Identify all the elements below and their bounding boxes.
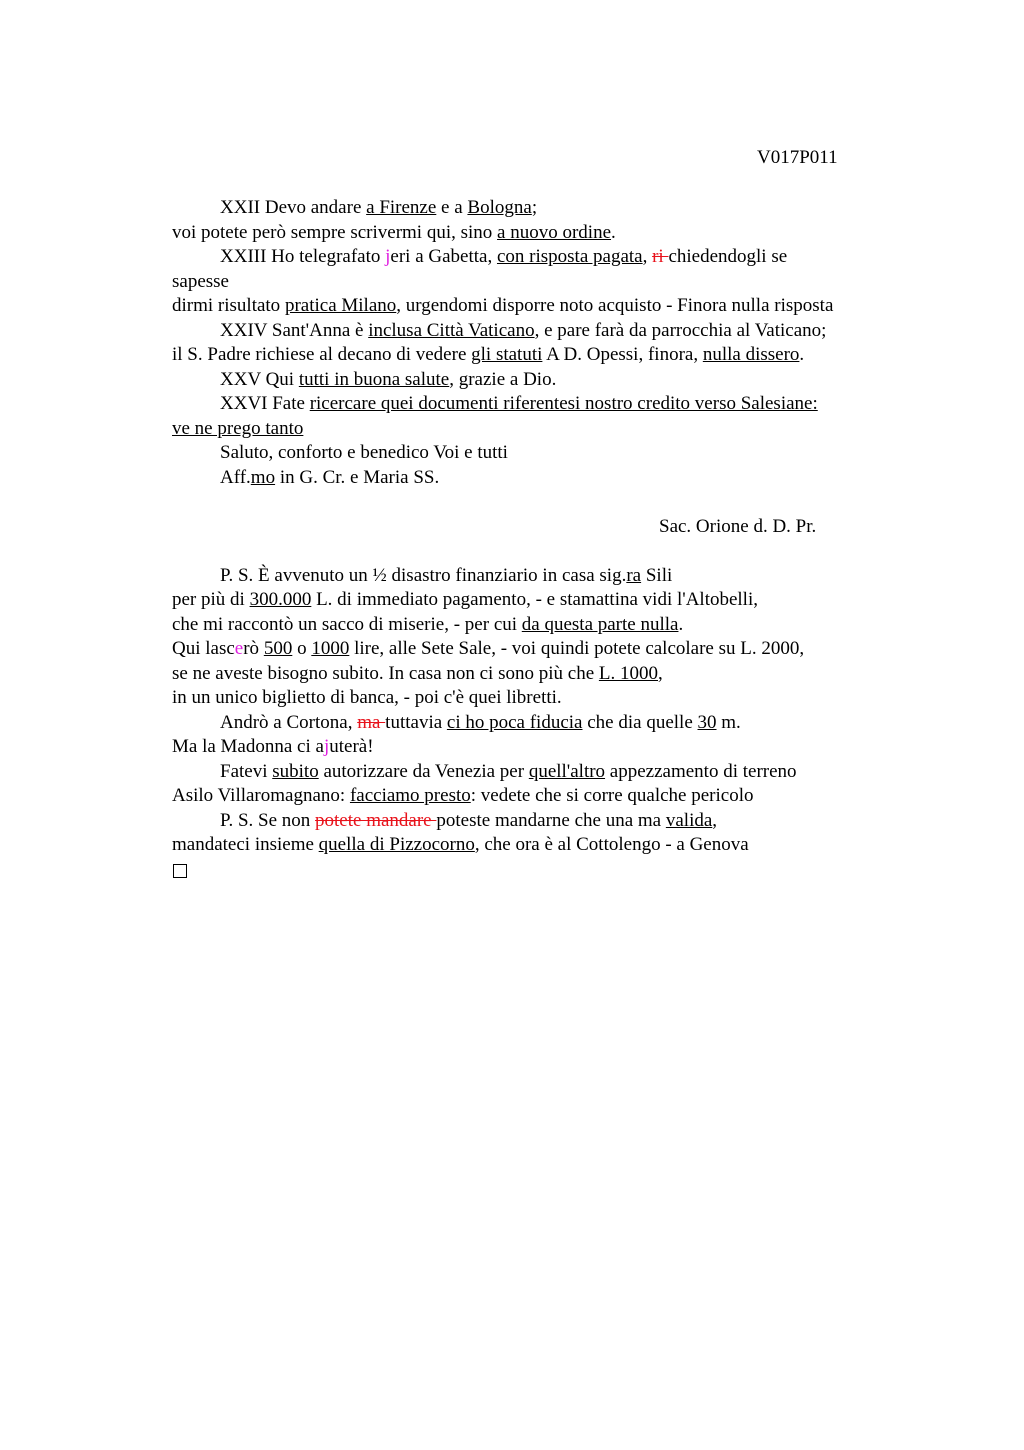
text-segment: che dia quelle: [582, 711, 698, 733]
paragraph-xxii: [172, 196, 902, 221]
text-segment: XXIII Ho telegrafato: [220, 246, 386, 267]
text-segment: eri a Gabetta,: [390, 246, 497, 267]
end-marker-line: [172, 858, 902, 883]
text-segment: che mi raccontò un sacco di miserie, - per cui: [172, 613, 522, 635]
text-segment: voi potete però sempre scrivermi qui, sino: [172, 221, 498, 243]
signature: [172, 515, 902, 540]
text-segment: XXII Devo andare: [220, 197, 367, 218]
underlined-text: 500: [263, 638, 293, 659]
underlined-text: subito: [272, 760, 319, 782]
text-segment: ,: [658, 662, 663, 684]
text-line: [172, 686, 902, 711]
text-segment: il S. Padre richiese al decano di vedere: [172, 344, 472, 365]
text-segment: , grazie a Dio.: [449, 368, 557, 390]
text-segment: in G. Cr. e Maria SS.: [275, 466, 440, 488]
text-segment: , e pare farà da parrocchia al Vaticano;: [534, 319, 827, 341]
text-segment: XXIV Sant'Anna è: [220, 319, 369, 341]
text-line: [172, 613, 902, 638]
text-line: [172, 637, 902, 662]
text-segment: lire, alle Sete Sale, - voi quindi potete calcolare su L. 2000,: [349, 638, 805, 659]
postscript-1: [172, 564, 902, 589]
text-line: [172, 833, 902, 858]
text-segment: se ne aveste bisogno subito. In casa non ci sono più che: [172, 662, 599, 684]
paragraph-xxiv: [172, 319, 902, 344]
underlined-text: quella di Pizzocorno: [318, 834, 475, 855]
underlined-text: con risposta pagata: [496, 246, 643, 267]
text-segment: appezzamento di terreno: [605, 760, 797, 782]
text-segment: , urgendomi disporre noto acquisto - Finora nulla risposta: [396, 295, 834, 316]
end-box-icon: [173, 864, 187, 878]
text-segment: Saluto, conforto e benedico Voi e tutti: [220, 442, 508, 463]
text-line: [172, 735, 902, 760]
text-segment: tuttavia: [385, 711, 447, 733]
underlined-text: ci ho poca fiducia: [446, 711, 583, 733]
text-segment: dirmi risultato: [172, 295, 285, 316]
text-segment: ,: [642, 246, 653, 267]
text-segment: XXVI Fate: [220, 393, 310, 414]
closing-salutation: [172, 466, 902, 491]
text-line: [172, 588, 902, 613]
inserted-letter: j: [385, 246, 391, 267]
underlined-text: facciamo presto: [349, 785, 471, 806]
underlined-text: L. 1000: [598, 662, 658, 684]
underlined-text: pratica Milano: [284, 295, 397, 316]
underlined-text: a nuovo ordine: [497, 221, 612, 243]
text-line: [172, 784, 902, 809]
text-segment: L. di immediato pagamento, - e stamattina vidi l'Altobelli,: [311, 589, 758, 610]
text-segment: .: [611, 221, 616, 243]
paragraph-cortona: [172, 711, 902, 736]
underlined-text: ra: [626, 564, 642, 586]
text-segment: P. S. È avvenuto un ½ disastro finanziario in casa sig.: [220, 564, 627, 586]
text-segment: in un unico biglietto di banca, - poi c'è quei libretti.: [172, 687, 562, 708]
text-segment: sapesse: [172, 270, 229, 292]
underlined-text: quell'altro: [528, 760, 606, 782]
text-line: [172, 294, 902, 319]
text-segment: Qui lasc: [172, 638, 235, 659]
text-segment: ,: [712, 809, 718, 831]
underlined-text: ve ne prego tanto: [172, 417, 304, 439]
underlined-text: mo: [250, 466, 276, 488]
text-segment: o: [292, 638, 312, 659]
text-segment: chiedendogli se: [668, 246, 788, 267]
underlined-text: valida: [665, 809, 713, 831]
text-segment: rò: [243, 638, 264, 659]
text-segment: per più di: [172, 589, 250, 610]
struck-text: ri: [652, 246, 669, 267]
text-segment: .: [678, 613, 684, 635]
page-code: V017P011: [757, 147, 838, 168]
underlined-text: 1000: [311, 638, 350, 659]
text-segment: Sili: [641, 564, 673, 586]
text-segment: uterà!: [329, 736, 374, 757]
paragraph-venezia: [172, 760, 902, 785]
text-segment: .: [799, 344, 805, 365]
text-segment: Ma la Madonna ci a: [172, 736, 324, 757]
paragraph-xxiii: [172, 245, 902, 270]
text-segment: autorizzare da Venezia per: [318, 760, 529, 782]
text-segment: P. S. Se non: [220, 809, 316, 831]
text-segment: ;: [531, 197, 538, 218]
underlined-text: nulla dissero: [702, 344, 800, 365]
underlined-text: Bologna: [467, 197, 532, 218]
underlined-text: a Firenze: [366, 197, 437, 218]
text-segment: XXV Qui: [220, 368, 299, 390]
text-line: [172, 270, 902, 295]
underlined-text: inclusa Città Vaticano: [368, 319, 535, 341]
underlined-text: da questa parte nulla: [521, 613, 679, 635]
text-segment: Fatevi: [220, 760, 273, 782]
text-segment: Andrò a Cortona,: [220, 711, 358, 733]
closing-greeting: [172, 441, 902, 466]
underlined-text: tutti in buona salute: [298, 368, 450, 390]
text-segment: Aff.: [220, 466, 251, 488]
text-line: [172, 221, 902, 246]
blank-line: [172, 490, 902, 515]
underlined-text: 30: [697, 711, 717, 733]
text-segment: m.: [716, 711, 741, 733]
text-line: [172, 343, 902, 368]
inserted-letter: e: [234, 638, 244, 659]
paragraph-xxv: [172, 368, 902, 393]
text-segment: , che ora è al Cottolengo - a Genova: [474, 834, 749, 855]
text-segment: e a: [436, 197, 468, 218]
text-segment: A D. Opessi, finora,: [542, 344, 703, 365]
underlined-text: 300.000: [249, 589, 312, 610]
text-line: [172, 417, 902, 442]
text-segment: mandateci insieme: [172, 834, 319, 855]
text-segment: : vedete che si corre qualche pericolo: [470, 785, 754, 806]
blank-line: [172, 539, 902, 564]
struck-text: ma: [357, 711, 386, 733]
text-segment: Sac. Orione d. D. Pr.: [659, 515, 817, 537]
text-line: [172, 662, 902, 687]
paragraph-xxvi: [172, 392, 902, 417]
text-segment: poteste mandarne che una ma: [436, 809, 666, 831]
underlined-text: ricercare quei documenti riferentesi nostro credito verso Salesiane:: [309, 393, 818, 414]
postscript-2: [172, 809, 902, 834]
letter-body: [172, 196, 902, 882]
underlined-text: gli statuti: [471, 344, 543, 365]
inserted-letter: j: [323, 736, 330, 757]
struck-text: potete mandare: [315, 809, 437, 831]
text-segment: Asilo Villaromagnano:: [172, 785, 350, 806]
